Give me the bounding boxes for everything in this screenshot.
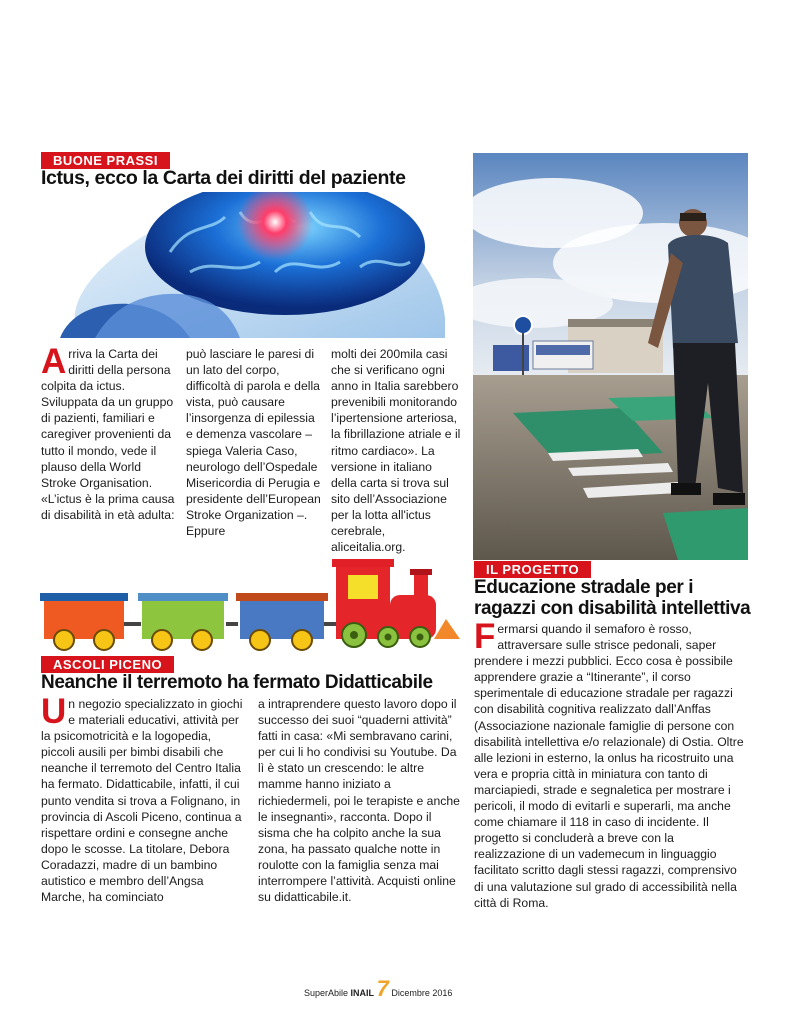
section-tag: ASCOLI PICENO	[41, 656, 174, 673]
article-column-2: può lasciare le paresi di un lato del corpo, difficoltà di parola e della vista, può causare l’insorgenza di epilessia e demenza vascolare – spiega Valeria Caso, neurologo dell’Ospedale Misericordia di Perugia e presidente dell’European Stroke Organization –. Eppure	[186, 347, 321, 539]
drop-cap: U	[41, 692, 67, 731]
column-text: ermarsi quando il semaforo è rosso, attraversare sulle strisce pedonali, saper prendere i mezzi pubblici. Ecco cosa è possibile apprendere grazie a “Itinerante”, il corso sperimentale di educazione stradale per ragazzi con disabilità cognitiva realizzato dall’Anffas (Associazione nazionale famiglie di persone con disabilità intellettiva e/o relazionale) di Ostia. Oltre alle lezioni in esterno, la onlus ha ricostruito una vera e propria città in miniatura con tanto di marciapiedi, strade e segnaletica per mostrare i pericoli, il modo di evitarli e superarli, ma anche come chiamare il 118 in caso di incidente. Il progetto si concluderà a breve con la realizzazione di un vademecum in linguaggio facilitato scritto dagli stessi ragazzi, comprensivo di una valutazione sul grado di accessibilità nella città di Roma.	[474, 622, 744, 910]
section-tag: BUONE PRASSI	[41, 152, 170, 169]
article-column-2: a intraprendere questo lavoro dopo il successo dei suoi “quaderni attività” fatti in casa: «Mi sembravano carini, per cui li ho condivisi su Youtube. Da lì è stato un crescendo: le altre mamme hanno iniziato a richiedermeli, poi le terapiste e anche le insegnanti», racconta. Dopo il sisma che ha colpito anche la sua zona, ha passato qualche notte in roulotte con la famiglia senza mai interrompere l’attività. Acquisti online su didatticabile.it.	[258, 697, 460, 905]
road-course-photo	[473, 153, 748, 560]
article-column-3: molti dei 200mila casi che si verificano ogni anno in Italia sarebbero prevenibili monitorando l’ipertensione arteriosa, la fibrillazione atriale e il ritmo cardiaco». La versione in italiano della carta si trova sul sito dell’Associazione per la lotta all'ictus cerebrale, aliceitalia.org.	[331, 347, 461, 555]
footer-date: Dicembre 2016	[391, 988, 453, 998]
column-text: n negozio specializzato in giochi e materiali educativi, attività per la psicomotricità e la logopedia, piccoli ausili per bimbi disabili che neanche il terremoto del Centro Italia ha fermato. Didatticabile, infatti, il cui punto vendita si trova a Folignano, in provincia di Ascoli Piceno, continua a rispettare ordini e consegne anche dopo le scosse. La titolare, Debora Coradazzi, madre di un bambino autistico e membro dell’Angsa Marche, ha cominciato	[41, 697, 243, 905]
brain-image	[40, 192, 445, 338]
article-column-1	[41, 342, 176, 523]
article-column-1	[41, 692, 245, 905]
article-title: Ictus, ecco la Carta dei diritti del paziente	[41, 167, 406, 189]
toy-train-illustration	[36, 557, 466, 657]
article-body	[474, 617, 746, 911]
page-number: 7	[376, 976, 389, 1001]
section-tag: IL PROGETTO	[474, 561, 591, 578]
article-title: Neanche il terremoto ha fermato Didatticabile	[41, 672, 433, 693]
footer-brand: SuperAbile	[304, 988, 349, 998]
drop-cap: F	[474, 617, 496, 656]
article-title: Educazione stradale per i ragazzi con disabilità intellettiva	[474, 577, 751, 619]
column-text: rriva la Carta dei diritti della persona colpita da ictus. Sviluppata da un gruppo di pazienti, familiari e caregiver provenienti da tutto il mondo, vede il plauso della World Stroke Organisation. «L’ictus è la prima causa di disabilità in età adulta:	[41, 347, 175, 522]
drop-cap: A	[41, 342, 67, 381]
page-footer	[304, 976, 452, 1002]
footer-brand-bold: INAIL	[350, 988, 375, 998]
